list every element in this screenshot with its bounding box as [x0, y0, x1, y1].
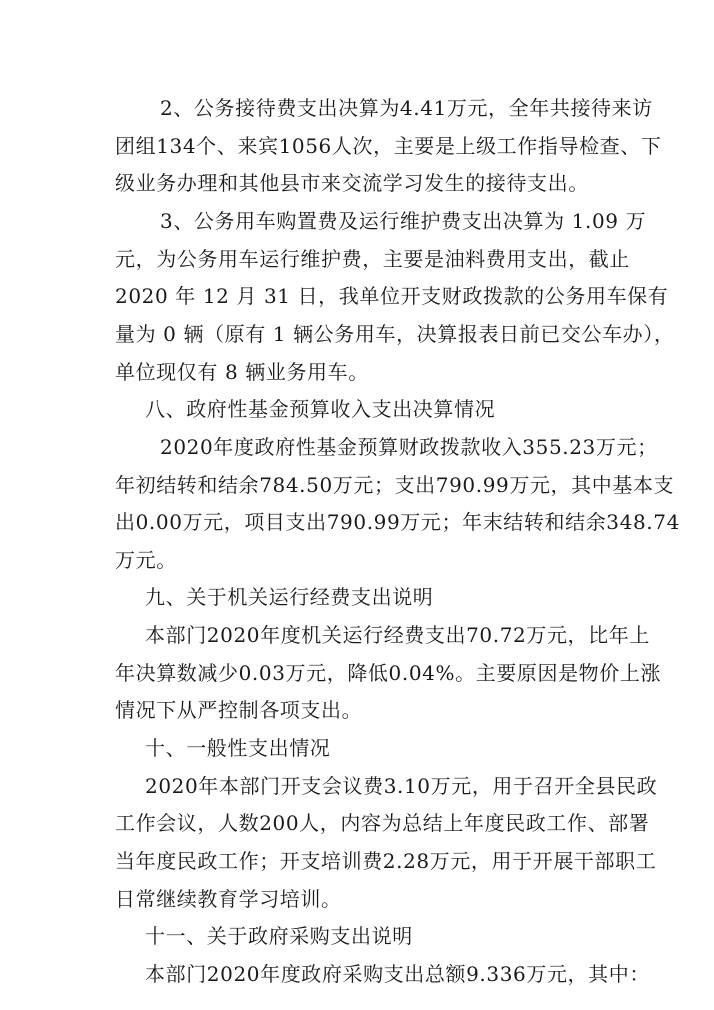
text-line: 本部门2020年度机关运行经费支出70.72万元，比年上 — [145, 623, 650, 647]
text-line: 出0.00万元，项目支出790.99万元；年末结转和结余348.74 — [115, 510, 680, 534]
section-heading: 十一、关于政府采购支出说明 — [145, 924, 413, 948]
text-line: 年初结转和结余784.50万元；支出790.99万元，其中基本支 — [115, 473, 675, 497]
text-line: 2020年本部门开支会议费3.10万元，用于召开全县民政 — [145, 774, 658, 798]
section-heading: 十、一般性支出情况 — [145, 736, 331, 760]
text-line: 2、公务接待费支出决算为4.41万元，全年共接待来访 — [160, 96, 653, 120]
section-heading: 九、关于机关运行经费支出说明 — [145, 585, 434, 609]
text-line: 2020年度政府性基金预算财政拨款收入355.23万元； — [160, 435, 658, 459]
section-heading: 八、政府性基金预算收入支出决算情况 — [145, 397, 496, 421]
text-line: 情况下从严控制各项支出。 — [115, 698, 363, 722]
text-line: 年决算数减少0.03万元，降低0.04%。主要原因是物价上涨 — [115, 661, 662, 685]
text-line: 本部门2020年度政府采购支出总额9.336万元，其中： — [145, 962, 650, 986]
text-line: 2020 年 12 月 31 日，我单位开支财政拨款的公务用车保有 — [115, 284, 669, 308]
text-line: 单位现仅有 8 辆业务用车。 — [115, 360, 369, 384]
text-line: 工作会议，人数200人，内容为总结上年度民政工作、部署 — [115, 811, 650, 835]
text-line: 团组134个、来宾1056人次，主要是上级工作指导检查、下 — [115, 134, 662, 158]
text-line: 量为 0 辆（原有 1 辆公务用车，决算报表日前已交公车办）， — [115, 322, 675, 346]
text-line: 3、公务用车购置费及运行维护费支出决算为 1.09 万 — [160, 209, 647, 233]
text-line: 元，为公务用车运行维护费，主要是油料费用支出，截止 — [115, 247, 630, 271]
text-line: 级业务办理和其他县市来交流学习发生的接待支出。 — [115, 171, 589, 195]
text-line: 当年度民政工作；开支培训费2.28万元，用于开展干部职工 — [115, 849, 657, 873]
text-line: 万元。 — [115, 548, 177, 572]
text-line: 日常继续教育学习培训。 — [115, 887, 342, 911]
